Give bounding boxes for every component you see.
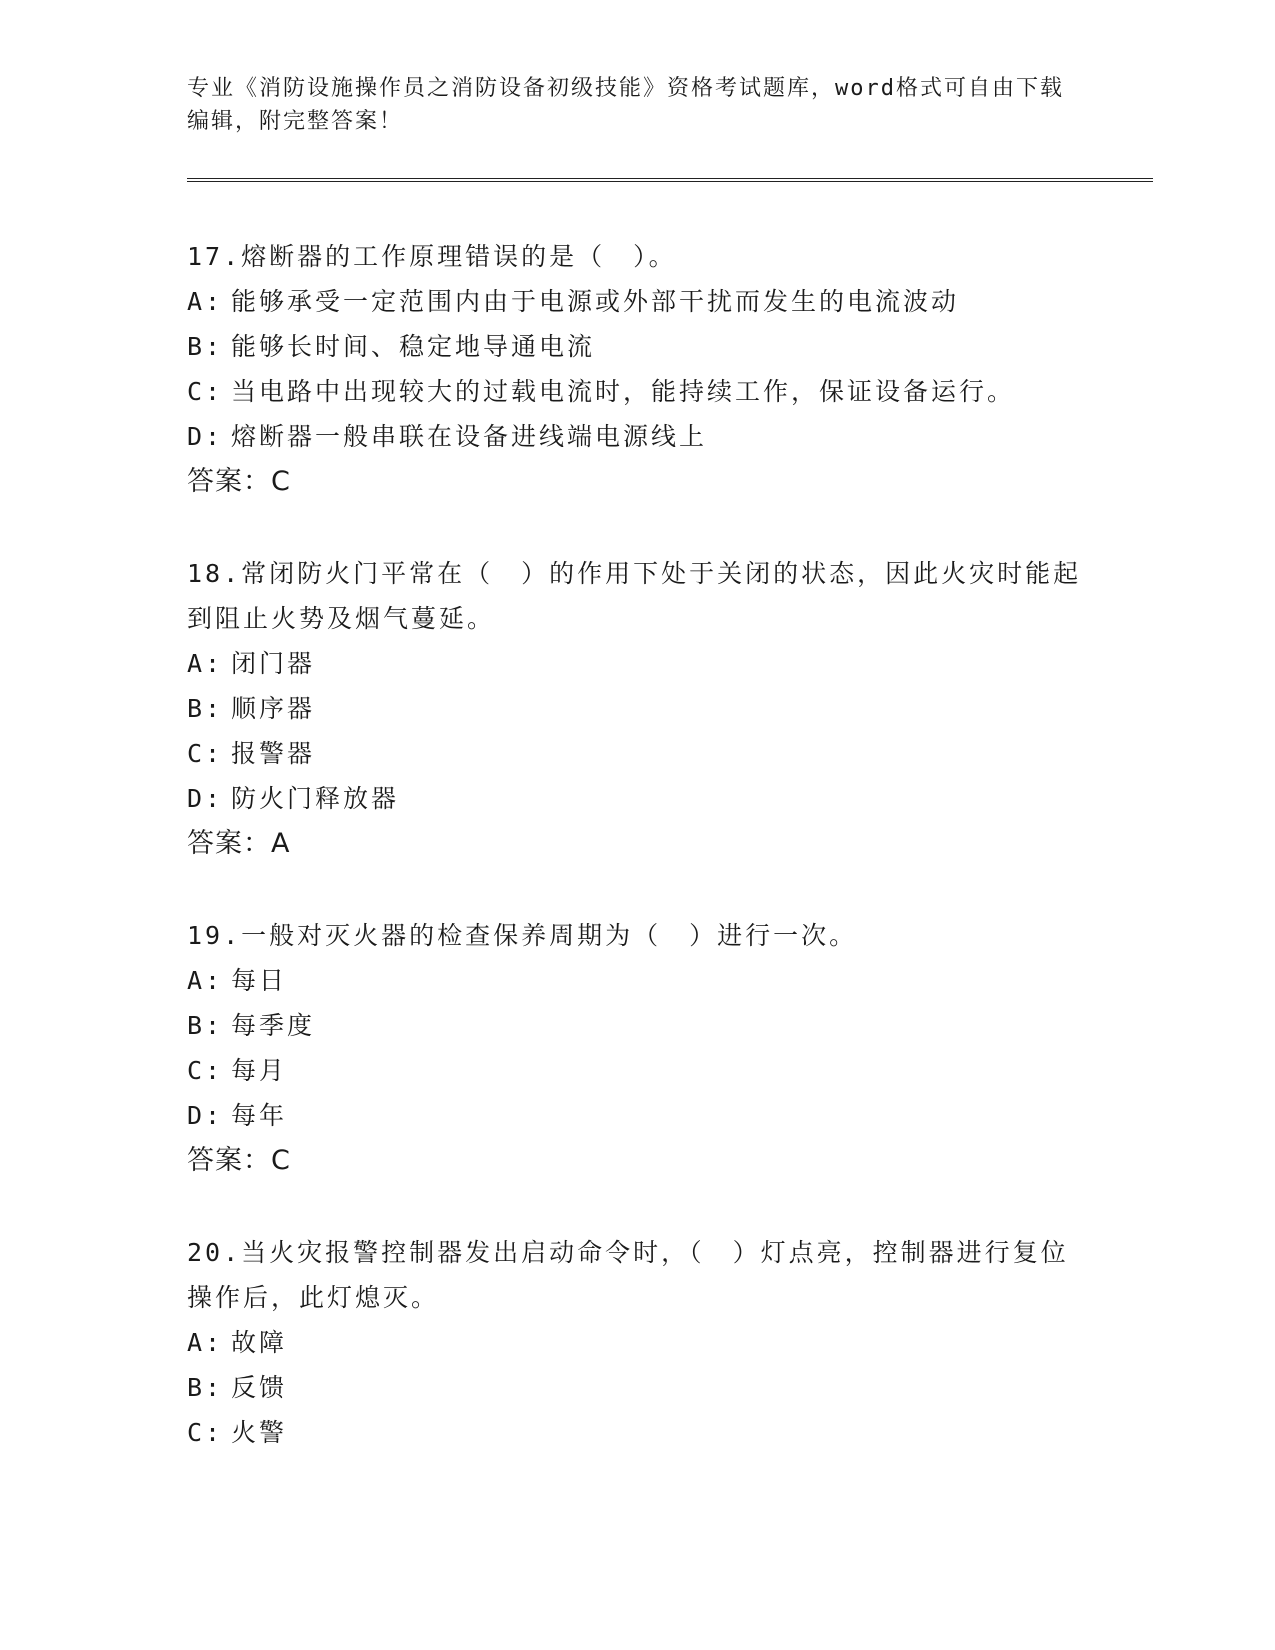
question-18	[187, 551, 1087, 867]
option-text: 闭门器	[231, 649, 316, 678]
option-letter: C:	[187, 1056, 224, 1085]
option-letter: B:	[187, 694, 224, 723]
question-stem: 18.常闭防火门平常在（ ）的作用下处于关闭的状态，因此火灾时能起到阻止火势及烟气蔓延。	[187, 559, 1082, 633]
option-text: 能够长时间、稳定地导通电流	[231, 332, 596, 361]
option-letter: A:	[187, 1328, 224, 1357]
option-b	[187, 1003, 1087, 1048]
question-stem: 19.一般对灭火器的检查保养周期为（ ）进行一次。	[187, 921, 858, 950]
document-header: 专业《消防设施操作员之消防设备初级技能》资格考试题库，word格式可自由下载编辑，附完整答案！	[187, 76, 1064, 134]
option-letter: A:	[187, 649, 224, 678]
option-b	[187, 1365, 1087, 1410]
option-text: 每季度	[231, 1011, 316, 1040]
option-letter: C:	[187, 739, 224, 768]
question-17	[187, 234, 1087, 505]
option-text: 当电路中出现较大的过载电流时，能持续工作，保证设备运行。	[231, 377, 1016, 406]
answer-label: 答案：C	[187, 1145, 291, 1176]
option-text: 每日	[231, 966, 288, 995]
option-a	[187, 958, 1087, 1003]
option-c	[187, 1410, 1087, 1455]
question-stem: 17.熔断器的工作原理错误的是（ ）。	[187, 242, 677, 271]
option-letter: C:	[187, 1418, 224, 1447]
option-c	[187, 731, 1087, 776]
option-text: 火警	[231, 1418, 288, 1447]
question-20	[187, 1230, 1087, 1455]
option-b	[187, 324, 1087, 369]
option-text: 故障	[231, 1328, 288, 1357]
option-c	[187, 1048, 1087, 1093]
option-letter: B:	[187, 1011, 224, 1040]
option-text: 防火门释放器	[231, 784, 400, 813]
option-letter: D:	[187, 422, 224, 451]
option-text: 每月	[231, 1056, 288, 1085]
option-d	[187, 776, 1087, 821]
option-b	[187, 686, 1087, 731]
header-divider	[187, 178, 1153, 182]
question-list	[187, 234, 1087, 1501]
option-letter: C:	[187, 377, 224, 406]
option-d	[187, 1093, 1087, 1138]
option-letter: B:	[187, 332, 224, 361]
option-text: 熔断器一般串联在设备进线端电源线上	[231, 422, 708, 451]
option-a	[187, 279, 1087, 324]
option-text: 能够承受一定范围内由于电源或外部干扰而发生的电流波动	[231, 287, 960, 316]
option-c	[187, 369, 1087, 414]
option-text: 顺序器	[231, 694, 316, 723]
option-letter: B:	[187, 1373, 224, 1402]
option-a	[187, 641, 1087, 686]
question-19	[187, 913, 1087, 1184]
question-stem: 20.当火灾报警控制器发出启动命令时，（ ）灯点亮，控制器进行复位操作后，此灯熄灭。	[187, 1238, 1069, 1312]
option-text: 反馈	[231, 1373, 288, 1402]
option-letter: D:	[187, 1101, 224, 1130]
option-letter: A:	[187, 287, 224, 316]
option-a	[187, 1320, 1087, 1365]
option-text: 每年	[231, 1101, 288, 1130]
option-letter: D:	[187, 784, 224, 813]
option-d	[187, 414, 1087, 459]
option-letter: A:	[187, 966, 224, 995]
answer-label: 答案：C	[187, 466, 291, 497]
option-text: 报警器	[231, 739, 316, 768]
answer-label: 答案：A	[187, 828, 291, 859]
